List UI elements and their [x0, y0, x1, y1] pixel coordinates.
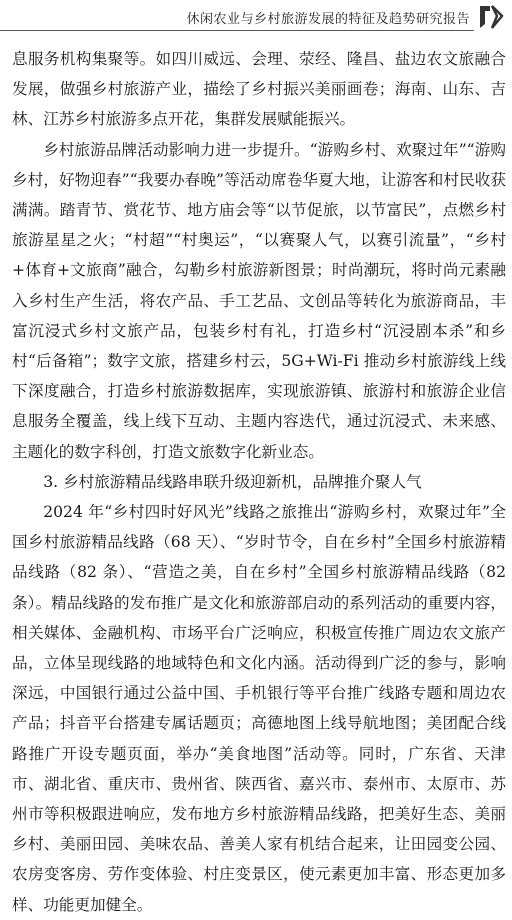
running-header-title: 休闲农业与乡村旅游发展的特征及趋势研究报告 — [186, 12, 470, 27]
header-divider — [0, 30, 474, 31]
page-header — [0, 0, 512, 34]
paragraph-brand-activities: 乡村旅游品牌活动影响力进一步提升。“游购乡村、欢聚过年”“游购乡村，好物迎春”“我要办春晚”等活动席卷华夏大地，让游客和村民收获满满。踏青节、赏花节、地方庙会等“以节促旅，以节富民”，点燃乡村旅游星星之火；“村超”“村奥运”，“以赛聚人气，以赛引流量”，“乡村+体育+文旅商”融合，勾勒乡村旅游新图景；时尚潮玩，将时尚元素融入乡村生产生活，将农产品、手工艺品、文创品等转化为旅游商品，丰富沉浸式乡村文旅产品，包装乡村有礼，打造乡村“沉浸剧本杀”和乡村“后备箱”；数字文旅，搭建乡村云，5G+Wi-Fi 推动乡村旅游线上线下深度融合，打造乡村旅游数据库，实现旅游镇、旅游村和旅游企业信息服务全覆盖，线上线下互动、主题内容迭代，通过沉浸式、未来感、主题化的数字科创，打造文旅数字化新业态。 — [12, 140, 506, 461]
section-subheading: 3. 乡村旅游精品线路串联升级迎新机，品牌推介聚人气 — [43, 472, 422, 491]
paragraph-continuation: 息服务机构集聚等。如四川威远、会理、荥经、隆昌、盐边农文旅融合发展，做强乡村旅游产业，描绘了乡村振兴美丽画卷；海南、山东、吉林、江苏乡村旅游多点开花，集群发展赋能振兴。 — [12, 50, 506, 129]
paragraph-boutique-routes: 2024 年“乡村四时好风光”线路之旅推出“游购乡村，欢聚过年”全国乡村旅游精品线路（68 天）、“岁时节令，自在乡村”全国乡村旅游精品线路（82 条）、“营造之美，自在乡村”全国乡村旅游精品线路（82 条）。精品线路的发布推广是文化和旅游部启动的系列活动的重要内容，相关媒体、金融机构、市场平台广泛响应，积极宣传推广周边农文旅产品，立体呈现线路的地域特色和文化内涵。活动得到广泛的参与，影响深远，中国银行通过公益中国、手机银行等平台推广线路专题和周边农产品；抖音平台搭建专属话题页；高德地图上线导航地图；美团配合线路推广开设专题页面，举办“美食地图”活动等。同时，广东省、天津市、湖北省、重庆市、贵州省、陕西省、嘉兴市、泰州市、太原市、苏州市等积极跟进响应，发布地方乡村旅游精品线路，把美好生态、美丽乡村、美丽田园、美味农品、善美人家有机结合起来，让田园变公园、农房变客房、劳作变体验、村庄变景区，使元素更加丰富、形态更加多样、功能更加健全。 — [12, 503, 506, 914]
book-corner-logo-icon — [476, 2, 506, 32]
body-text — [12, 44, 506, 920]
